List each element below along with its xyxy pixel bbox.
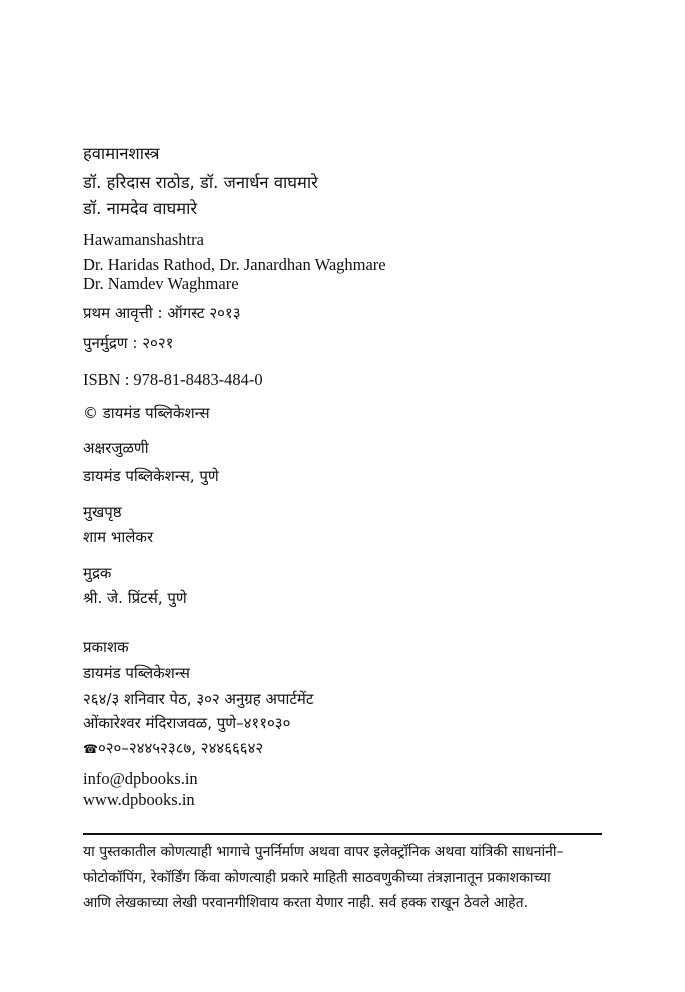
rights-notice xyxy=(83,840,602,917)
cover-value: शाम भालेकर xyxy=(83,528,154,546)
publisher-phone: ०२०–२४४५२३८७, २४४६६६४२ xyxy=(97,739,264,757)
publisher-address-1: २६४/३ शनिवार पेठ, ३०२ अनुग्रह अपार्टमेंट xyxy=(83,690,314,708)
publisher-name: डायमंड पब्लिकेशन्स xyxy=(83,664,190,682)
printer-value: श्री. जे. प्रिंटर्स, पुणे xyxy=(83,589,187,607)
publisher-email[interactable]: info@dpbooks.in xyxy=(83,769,198,788)
notice-line: फोटोकॉपिंग, रेकॉर्डिंग किंवा कोणत्याही प्रकारे माहिती साठवणुकीच्या तंत्रज्ञानातून प्रकाशकाच्या xyxy=(83,869,551,886)
authors-english-line-2: Dr. Namdev Waghmare xyxy=(83,274,239,293)
reprint: पुनर्मुद्रण : २०२१ xyxy=(83,334,174,352)
cover-label: मुखपृष्ठ xyxy=(83,503,122,521)
notice-line: आणि लेखकाच्या लेखी परवानगीशिवाय करता येणार नाही. सर्व हक्क राखून ठेवले आहेत. xyxy=(83,895,529,911)
publisher-label: प्रकाशक xyxy=(83,638,129,656)
authors-english-line-1: Dr. Haridas Rathod, Dr. Janardhan Waghmare xyxy=(83,255,386,274)
phone-icon: ☎ xyxy=(83,742,98,756)
printer-label: मुद्रक xyxy=(83,564,112,582)
title-english: Hawamanshashtra xyxy=(83,230,204,249)
publisher-address-2: ओंकारेश्वर मंदिराजवळ, पुणे–४११०३० xyxy=(83,714,291,732)
typesetting-value: डायमंड पब्लिकेशन्स, पुणे xyxy=(83,467,219,485)
isbn: ISBN : 978-81-8483-484-0 xyxy=(83,370,263,389)
authors-marathi-line-2: डॉ. नामदेव वाघमारे xyxy=(83,199,198,218)
notice-line: या पुस्तकातील कोणत्याही भागाचे पुनर्निर्माण अथवा वापर इलेक्ट्रॉनिक अथवा यांत्रिकी साधनांनी– xyxy=(83,844,564,860)
first-edition: प्रथम आवृत्ती : ऑगस्ट २०१३ xyxy=(83,304,241,322)
publisher-website[interactable]: www.dpbooks.in xyxy=(83,790,195,809)
typesetting-label: अक्षरजुळणी xyxy=(83,439,149,457)
title-marathi: हवामानशास्त्र xyxy=(83,144,160,163)
publisher-phone-line xyxy=(83,738,263,759)
authors-marathi-line-1: डॉ. हरिदास राठोड, डॉ. जनार्धन वाघमारे xyxy=(83,173,318,192)
divider-rule xyxy=(83,833,602,835)
copyright: © डायमंड पब्लिकेशन्स xyxy=(83,404,210,422)
